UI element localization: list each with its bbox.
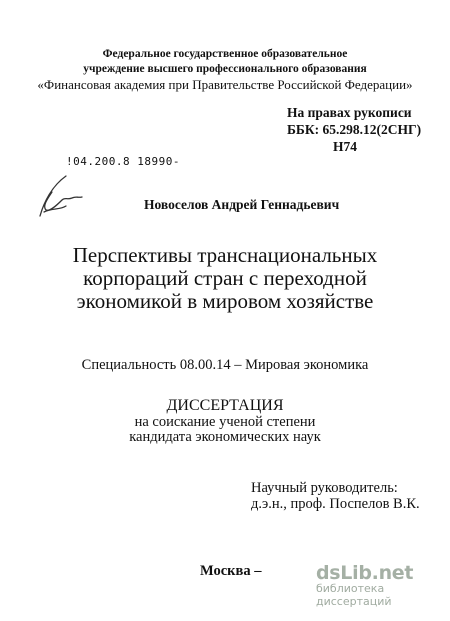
- city-year: Москва –: [200, 563, 262, 579]
- advisor-label: Научный руководитель:: [251, 480, 398, 496]
- archive-number-stamp: !04.200.8 18990-: [66, 155, 180, 168]
- advisor-block: [251, 480, 420, 512]
- bbk-code: ББК: 65.298.12(2СНГ): [287, 122, 422, 137]
- institution-line-2: учреждение высшего профессионального образования: [83, 63, 367, 75]
- dissertation-heading: ДИССЕРТАЦИЯ: [166, 397, 284, 414]
- manuscript-rights-block: [287, 104, 421, 155]
- logo-main: dsLib: [316, 562, 372, 584]
- institution-header: [0, 47, 450, 92]
- title-line-3: экономикой в мировом хозяйстве: [76, 289, 374, 313]
- manuscript-rights: На правах рукописи: [287, 105, 412, 120]
- dslib-watermark: [316, 562, 450, 608]
- specialty-line: Специальность 08.00.14 – Мировая экономика: [81, 357, 369, 373]
- dissertation-title: [0, 244, 450, 313]
- watermark-subtitle: библиотека диссертаций: [316, 582, 392, 608]
- dissertation-block: [0, 398, 450, 445]
- dslib-logo: [316, 562, 450, 584]
- title-line-2: корпораций стран с переходной: [83, 266, 367, 290]
- institution-line-1: Федеральное государственное образовательное: [102, 48, 348, 60]
- title-line-1: Перспективы транснациональных: [72, 243, 378, 267]
- institution-line-3: «Финансовая академия при Правительстве Российской Федерации»: [37, 77, 413, 92]
- logo-dot: .: [371, 562, 379, 584]
- author-name: Новоселов Андрей Геннадьевич: [144, 197, 340, 212]
- handwritten-signature: [32, 172, 84, 224]
- advisor-name: д.э.н., проф. Поспелов В.К.: [251, 496, 420, 512]
- logo-tld: net: [378, 562, 414, 584]
- degree-line-1: на соискание ученой степени: [134, 414, 316, 430]
- author-code: Н74: [333, 139, 358, 154]
- degree-line-2: кандидата экономических наук: [129, 429, 321, 445]
